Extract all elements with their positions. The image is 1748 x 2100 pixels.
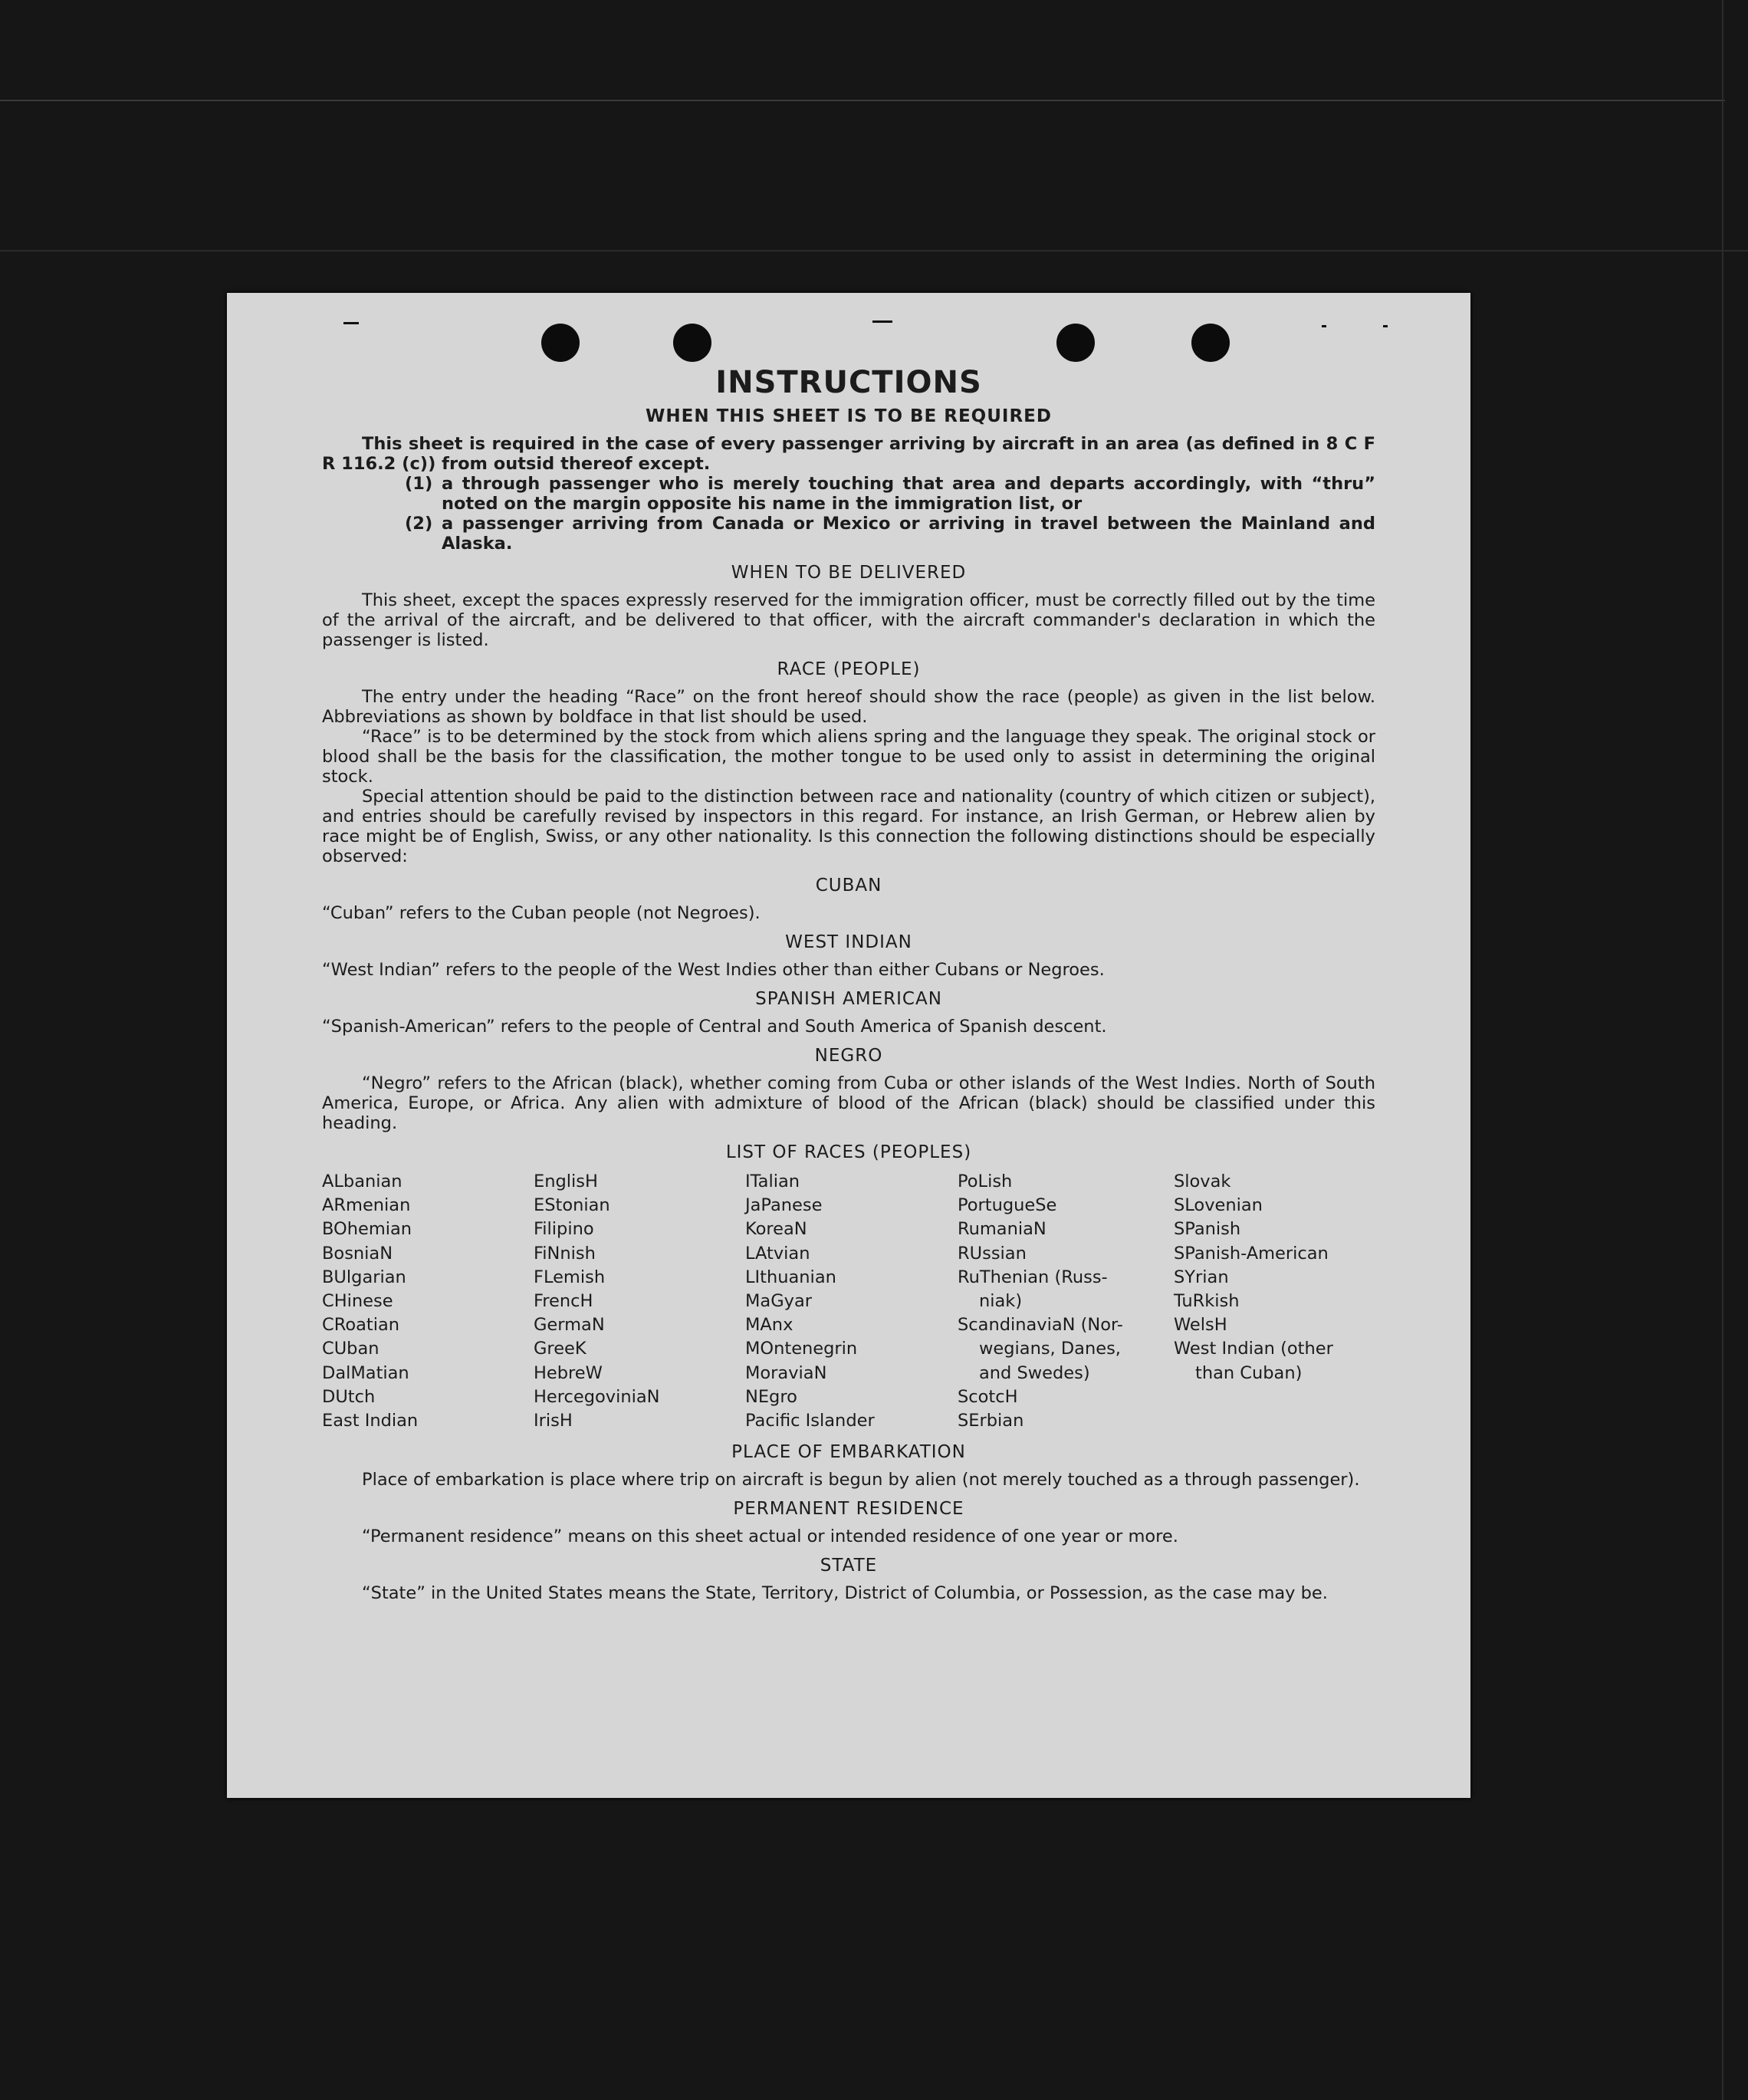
race-entry: ITalian [745, 1172, 800, 1191]
race-entry-continued: and Swedes) [979, 1362, 1090, 1383]
race-entry: SErbian [958, 1411, 1024, 1431]
section-heading-races-list: LIST OF RACES (PEOPLES) [725, 1142, 972, 1162]
exception-text: a passenger arriving from Canada or Mexico or arriving in travel between the Mainland and Alaska. [442, 514, 1375, 554]
race-entry: MaGyar [745, 1291, 812, 1312]
state-text: “State” in the United States means the State, Territory, District of Columbia, or Possession, as the case may be. [362, 1583, 1328, 1604]
exception-number: (1) [405, 474, 433, 494]
residence-text: “Permanent residence” means on this sheet actual or intended residence of one year or more. [362, 1527, 1178, 1547]
negro-text: “Negro” refers to the African (black), whether coming from Cuba or other islands of the West Indies. North of South America, Europe, or Africa. Any alien with admixture of blood of the African (black) should be classified under this heading. [322, 1073, 1375, 1133]
section-heading-embarkation: PLACE OF EMBARKATION [731, 1442, 966, 1463]
section-heading-west-indian: WEST INDIAN [785, 932, 912, 952]
race-entry: RuThenian (Russ- [958, 1267, 1108, 1287]
race-entry: ARmenian [322, 1195, 411, 1216]
delivered-text: This sheet, except the spaces expressly reserved for the immigration officer, must be correctly filled out by the time of the arrival of the aircraft, and be delivered to that officer, with the aircraft commander's declaration in which the passenger is listed. [322, 590, 1375, 650]
race-entry: FiNnish [534, 1243, 596, 1264]
required-intro: This sheet is required in the case of every passenger arriving by aircraft in an area (as defined in 8 C F R 116.2 (c)) from outsid thereof except. [322, 434, 1375, 474]
race-entry: JaPanese [745, 1195, 823, 1216]
page-title: INSTRUCTIONS [715, 365, 982, 400]
race-entry: RUssian [958, 1243, 1027, 1264]
instructions-content [322, 363, 1375, 1603]
race-entry: KoreaN [745, 1219, 807, 1240]
race-entry: IrisH [534, 1411, 573, 1431]
scan-speck [872, 320, 892, 323]
section-heading-required: WHEN THIS SHEET IS TO BE REQUIRED [646, 406, 1052, 426]
exception-item [322, 474, 1375, 514]
races-column-3 [745, 1170, 958, 1433]
race-entry: SLovenian [1174, 1195, 1263, 1216]
section-heading-residence: PERMANENT RESIDENCE [733, 1499, 964, 1520]
race-entry: CRoatian [322, 1315, 400, 1336]
section-heading-cuban: CUBAN [815, 876, 882, 896]
punch-hole [673, 324, 711, 362]
section-heading-delivered: WHEN TO BE DELIVERED [731, 563, 967, 583]
race-entry: Slovak [1174, 1172, 1231, 1191]
punch-hole [541, 324, 580, 362]
race-entry: FrencH [534, 1291, 593, 1312]
race-entry: ALbanian [322, 1172, 402, 1191]
race-entry-continued: than Cuban) [1195, 1362, 1303, 1383]
embarkation-text: Place of embarkation is place where trip on aircraft is begun by alien (not merely touched as a through passenger). [362, 1470, 1360, 1490]
race-entry: East Indian [322, 1411, 419, 1431]
punch-hole [1056, 324, 1095, 362]
scan-speck [1383, 325, 1388, 327]
race-entry: LIthuanian [745, 1267, 836, 1287]
race-entry: MOntenegrin [745, 1339, 858, 1359]
races-list [322, 1170, 1375, 1433]
race-entry: GreeK [534, 1339, 586, 1359]
section-heading-spanish-american: SPANISH AMERICAN [755, 989, 942, 1009]
race-entry: SYrian [1174, 1267, 1229, 1287]
race-entry: HebreW [534, 1362, 603, 1383]
race-entry-continued: niak) [979, 1291, 1023, 1312]
section-heading-state: STATE [820, 1556, 878, 1576]
race-entry: CHinese [322, 1291, 393, 1312]
cuban-text: “Cuban” refers to the Cuban people (not Negroes). [322, 903, 761, 923]
race-entry: MAnx [745, 1315, 794, 1336]
race-entry: FLemish [534, 1267, 606, 1287]
race-entry: WelsH [1174, 1315, 1227, 1336]
race-entry: SPanish [1174, 1219, 1241, 1240]
exception-number: (2) [405, 514, 433, 534]
race-entry: BosniaN [322, 1243, 393, 1264]
race-entry: TuRkish [1174, 1291, 1240, 1312]
race-entry: Filipino [534, 1219, 594, 1240]
races-column-4 [958, 1170, 1174, 1433]
race-entry: LAtvian [745, 1243, 810, 1264]
race-entry: HercegoviniaN [534, 1386, 660, 1407]
scan-speck [1322, 325, 1326, 327]
scan-speck [343, 322, 359, 324]
race-entry: GermaN [534, 1315, 605, 1336]
punch-hole [1191, 324, 1230, 362]
race-entry: DUtch [322, 1386, 376, 1407]
exception-item [322, 514, 1375, 554]
race-entry: DalMatian [322, 1362, 409, 1383]
spanish-american-text: “Spanish-American” refers to the people of Central and South America of Spanish descent. [322, 1017, 1107, 1037]
race-entry: PoLish [958, 1172, 1013, 1191]
race-entry-continued: wegians, Danes, [979, 1339, 1121, 1359]
race-entry: ScandinaviaN (Nor- [958, 1315, 1123, 1336]
race-entry: SPanish-American [1174, 1243, 1329, 1264]
scan-edge-line [0, 100, 1725, 101]
race-entry: BOhemian [322, 1219, 412, 1240]
race-entry: RumaniaN [958, 1219, 1046, 1240]
race-entry: Pacific Islander [745, 1411, 875, 1431]
race-entry: EnglisH [534, 1172, 598, 1191]
section-heading-race: RACE (PEOPLE) [777, 659, 921, 679]
race-entry: West Indian (other [1174, 1339, 1333, 1359]
exception-text: a through passenger who is merely touching that area and departs accordingly, with “thru” noted on the margin opposite his name in the immigration list, or [442, 474, 1375, 514]
race-paragraph: Special attention should be paid to the distinction between race and nationality (country of which citizen or subject), and entries should be carefully revised by inspectors in this regard. For instance, an Irish German, or Hebrew alien by race might be of English, Swiss, or any other nationality. Is this connection the following distinctions should be especially observed: [322, 787, 1375, 866]
race-entry: CUban [322, 1339, 380, 1359]
races-column-5 [1174, 1170, 1375, 1433]
scan-edge-line [0, 250, 1748, 251]
section-heading-negro: NEGRO [814, 1046, 883, 1066]
race-paragraph: The entry under the heading “Race” on the front hereof should show the race (people) as given in the list below. Abbreviations as shown by boldface in that list should be used. [322, 687, 1375, 727]
race-paragraph: “Race” is to be determined by the stock from which aliens spring and the language they speak. The original stock or blood shall be the basis for the classification, the mother tongue to be used only to assist in determining the original stock. [322, 727, 1375, 787]
races-column-1 [322, 1170, 534, 1433]
race-entry: NEgro [745, 1386, 797, 1407]
race-entry: MoraviaN [745, 1362, 827, 1383]
race-entry: PortugueSe [958, 1195, 1057, 1216]
instruction-sheet [227, 293, 1470, 1798]
race-entry: ScotcH [958, 1386, 1018, 1407]
races-column-2 [534, 1170, 745, 1433]
west-indian-text: “West Indian” refers to the people of the West Indies other than either Cubans or Negroes. [322, 960, 1105, 980]
race-entry: BUlgarian [322, 1267, 406, 1287]
scan-edge-line [1722, 0, 1723, 2100]
race-entry: EStonian [534, 1195, 610, 1216]
